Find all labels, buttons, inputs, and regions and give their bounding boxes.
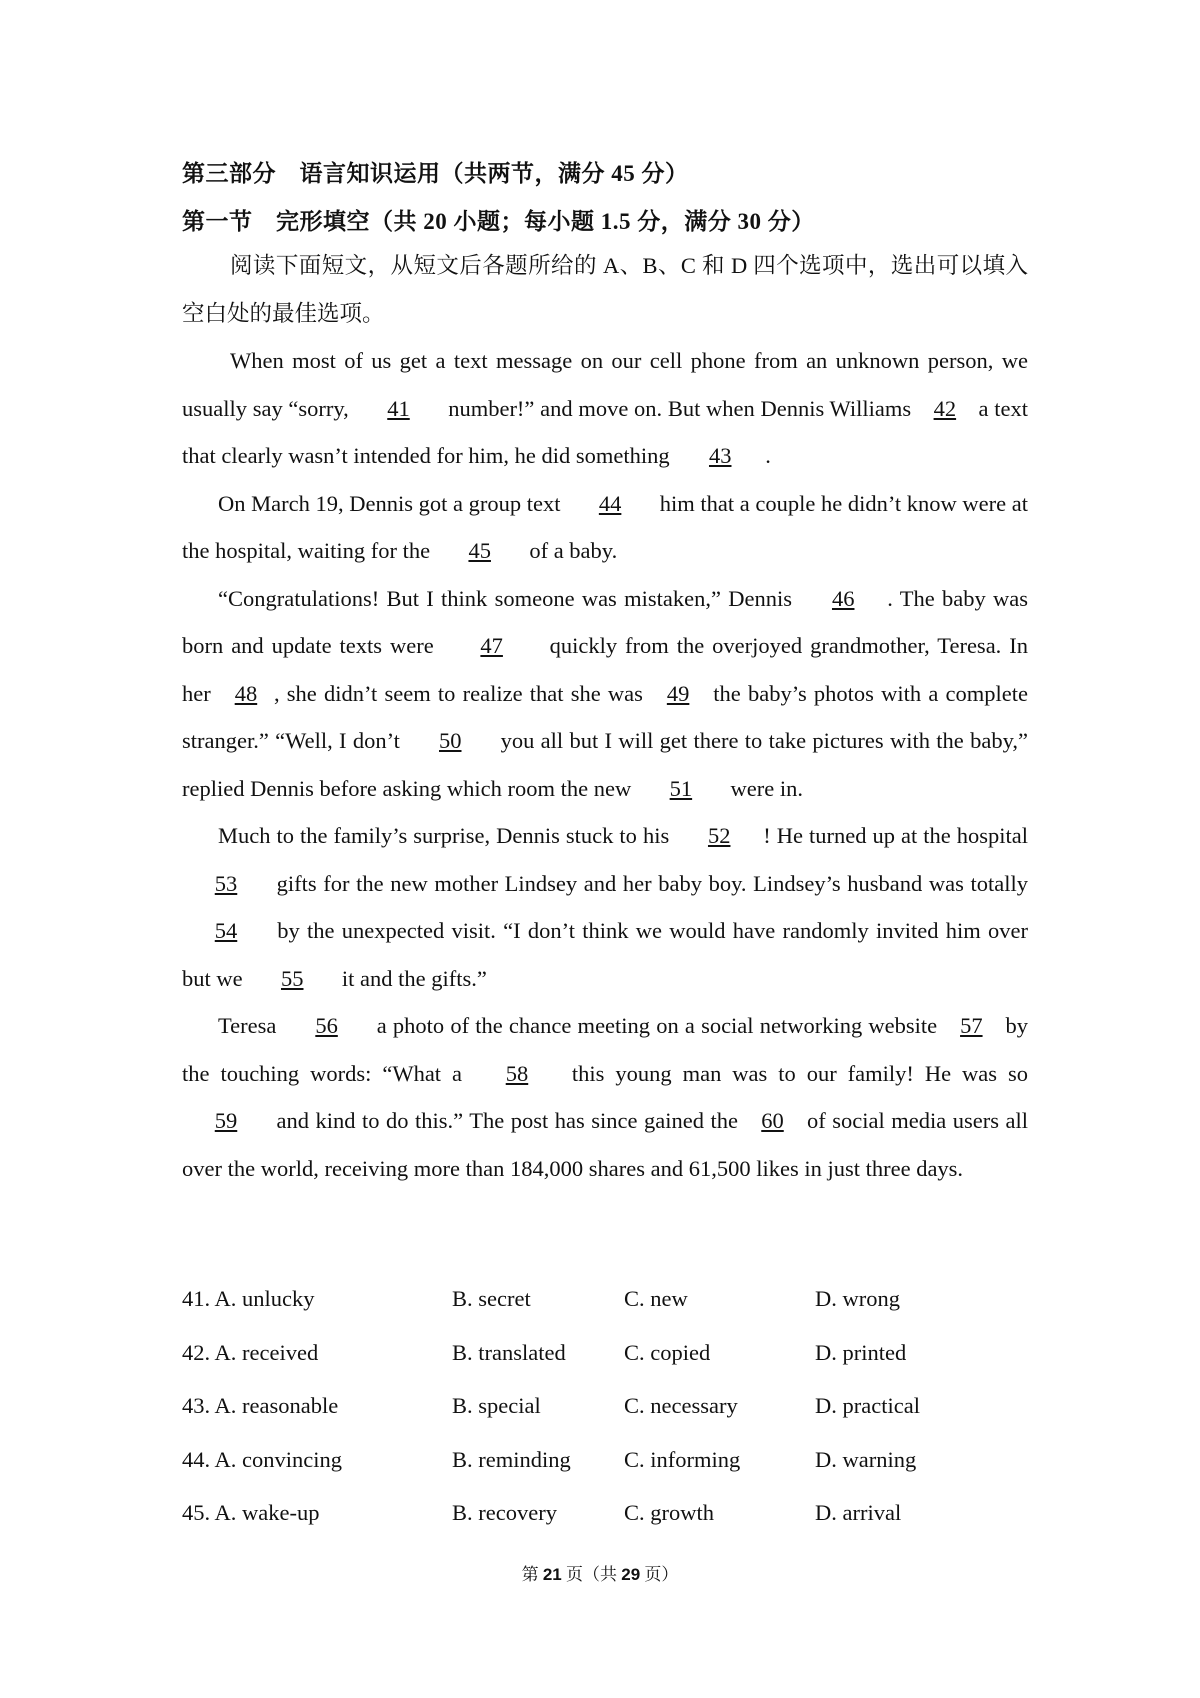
option-b: B. special xyxy=(452,1393,541,1418)
blank-59: 59 xyxy=(214,1108,238,1133)
option-a: 44. A. convincing xyxy=(182,1446,342,1472)
option-c: C. necessary xyxy=(624,1393,738,1418)
blank-44: 44 xyxy=(598,490,622,516)
option-a: 41. A. unlucky xyxy=(182,1286,315,1311)
option-a: 42. A. received xyxy=(182,1339,319,1365)
option-a: 43. A. reasonable xyxy=(182,1393,339,1418)
blank-47: 47 xyxy=(480,633,503,658)
blank-46: 46 xyxy=(831,585,855,611)
blank-56: 56 xyxy=(315,1013,338,1038)
option-b: B. reminding xyxy=(452,1446,571,1472)
option-c: C. copied xyxy=(624,1339,711,1365)
paragraph-3: “Congratulations! But I think someone was mistaken,” Dennis 46 . The baby was born and update texts were 47 quickly from the overjoyed grandmother, Teresa. In her 48 , she didn’t seem to realize that she was 49 the baby’s photos with a complete stranger.” “Well, I don’t 50 you all but I will get there to take pictures with the baby,” replied Dennis before asking which room the new 51 were in. xyxy=(182,575,1028,813)
paragraph-1: When most of us get a text message on our cell phone from an unknown person, we usually say “sorry, 41 number!” and move on. But when Dennis Williams 42 a text that clearly wasn’t intended for him, he did something 43 . xyxy=(182,337,1028,480)
paragraph-2: On March 19, Dennis got a group text 44 him that a couple he didn’t know were at the hospital, waiting for the 45 of a baby. xyxy=(182,480,1028,575)
blank-41: 41 xyxy=(387,395,410,421)
option-c: C. new xyxy=(624,1286,688,1311)
option-d: D. warning xyxy=(815,1446,917,1472)
blank-57: 57 xyxy=(960,1013,983,1038)
option-d: D. printed xyxy=(815,1339,907,1365)
paragraph-5: Teresa 56 a photo of the chance meeting on a social networking website 57 by the touching words: “What a 58 this young man was to our family! He was so 59 and kind to do this.” The post has since gained the 60 of social media users all over the world, receiving more than 184,000 shares and 61,500 likes in just three days. xyxy=(182,1002,1028,1192)
blank-43: 43 xyxy=(708,443,732,468)
blank-49: 49 xyxy=(666,680,690,706)
blank-42: 42 xyxy=(933,395,957,421)
blank-53: 53 xyxy=(214,870,238,896)
page-total: 29 xyxy=(621,1565,641,1584)
blank-60: 60 xyxy=(761,1108,784,1133)
blank-45: 45 xyxy=(468,538,491,563)
option-c: C. informing xyxy=(624,1446,741,1472)
blank-51: 51 xyxy=(669,775,693,801)
paragraph-4: Much to the family’s surprise, Dennis stuck to his 52 ! He turned up at the hospital 53 gifts for the new mother Lindsey and her baby boy. Lindsey’s husband was totally 54 by the unexpected visit. “I don’t think we would have randomly invited him over but we 55 it and the gifts.” xyxy=(182,812,1028,1002)
blank-52: 52 xyxy=(707,823,731,848)
option-a: 45. A. wake-up xyxy=(182,1500,320,1525)
option-b: B. translated xyxy=(452,1339,566,1365)
page-footer: 第 21 页（共 29 页） xyxy=(521,1565,679,1584)
blank-58: 58 xyxy=(505,1060,529,1086)
option-c: C. growth xyxy=(624,1500,714,1525)
blank-48: 48 xyxy=(234,680,258,706)
option-d: D. practical xyxy=(815,1393,920,1418)
option-b: B. recovery xyxy=(452,1500,557,1525)
part-title: 第三部分 语言知识运用（共两节，满分 45 分） xyxy=(182,161,689,186)
blank-54: 54 xyxy=(214,918,238,943)
section-title: 第一节 完形填空（共 20 小题；每小题 1.5 分，满分 30 分） xyxy=(182,209,815,234)
option-d: D. arrival xyxy=(815,1500,902,1525)
passage-body xyxy=(182,242,1028,1192)
option-d: D. wrong xyxy=(815,1286,900,1311)
blank-55: 55 xyxy=(281,965,304,991)
instructions: 阅读下面短文，从短文后各题所给的 A、B、C 和 D 四个选项中，选出可以填入空白处的最佳选项。 xyxy=(182,253,1028,326)
option-b: B. secret xyxy=(452,1286,531,1311)
blank-50: 50 xyxy=(439,728,462,753)
page-number: 21 xyxy=(542,1565,562,1584)
